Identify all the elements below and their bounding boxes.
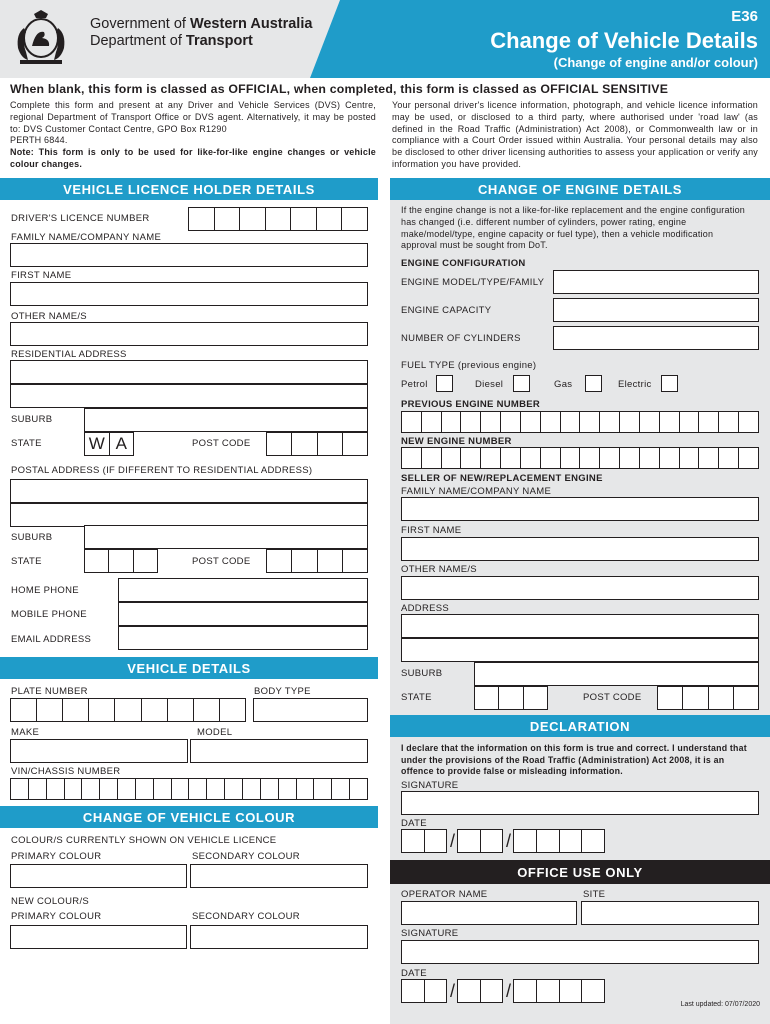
- new-colour-label: NEW COLOUR/S: [11, 896, 90, 907]
- site-input[interactable]: [581, 901, 759, 925]
- seller-postcode-input[interactable]: [657, 686, 759, 710]
- seller-address-label: ADDRESS: [401, 603, 450, 614]
- engine-model-label: ENGINE MODEL/TYPE/FAMILY: [401, 277, 545, 288]
- suburb-label: SUBURB: [11, 414, 53, 425]
- intro-postcode: PERTH 6844.: [10, 135, 68, 146]
- family-name-input[interactable]: [10, 243, 368, 267]
- declaration-heading: DECLARATION: [390, 715, 770, 737]
- fuel-diesel-label: Diesel: [475, 379, 504, 390]
- model-label: MODEL: [197, 727, 233, 738]
- declaration-date-month[interactable]: [457, 829, 503, 853]
- fuel-electric-checkbox[interactable]: [661, 375, 678, 392]
- wa-crest-icon: [10, 8, 72, 68]
- make-label: MAKE: [11, 727, 40, 738]
- holder-heading: VEHICLE LICENCE HOLDER DETAILS: [0, 178, 378, 200]
- new-secondary-colour-label: SECONDARY COLOUR: [192, 911, 300, 922]
- seller-address-input-1[interactable]: [401, 614, 759, 638]
- gov-line-2: Department of: [90, 33, 186, 49]
- colour-heading: CHANGE OF VEHICLE COLOUR: [0, 806, 378, 828]
- fuel-gas-label: Gas: [554, 379, 573, 390]
- gov-line-2-bold: Transport: [185, 33, 253, 49]
- postcode-label: POST CODE: [192, 438, 251, 449]
- postal-suburb-input[interactable]: [84, 525, 368, 549]
- residential-address-label: RESIDENTIAL ADDRESS: [11, 349, 127, 360]
- licence-number-label: DRIVER'S LICENCE NUMBER: [11, 213, 150, 224]
- secondary-colour-input[interactable]: [190, 864, 368, 888]
- home-phone-input[interactable]: [118, 578, 368, 602]
- seller-other-names-input[interactable]: [401, 576, 759, 600]
- office-date-label: DATE: [401, 968, 427, 979]
- first-name-input[interactable]: [10, 282, 368, 306]
- primary-colour-input[interactable]: [10, 864, 187, 888]
- engine-note: If the engine change is not a like-for-like replacement and the engine configuration has changed (i.e. different number of cylinders, power rating, engine make/model/type, engine capacity or fuel type), then a vehicle modification approval must be sought from DoT.: [401, 205, 746, 251]
- vehicle-heading: VEHICLE DETAILS: [0, 657, 378, 679]
- email-input[interactable]: [118, 626, 368, 650]
- other-names-label: OTHER NAME/S: [11, 311, 87, 322]
- fuel-diesel-checkbox[interactable]: [513, 375, 530, 392]
- engine-model-input[interactable]: [553, 270, 759, 294]
- plate-number-input[interactable]: [10, 698, 246, 722]
- office-date-year[interactable]: [513, 979, 605, 1003]
- seller-first-name-input[interactable]: [401, 537, 759, 561]
- licence-number-input[interactable]: [188, 207, 368, 231]
- office-date-month[interactable]: [457, 979, 503, 1003]
- postal-state-input[interactable]: [84, 549, 158, 573]
- seller-address-input-2[interactable]: [401, 638, 759, 662]
- other-names-input[interactable]: [10, 322, 368, 346]
- body-type-input[interactable]: [253, 698, 368, 722]
- seller-other-names-label: OTHER NAME/S: [401, 564, 477, 575]
- office-heading: OFFICE USE ONLY: [390, 860, 770, 884]
- declaration-signature-input[interactable]: [401, 791, 759, 815]
- mobile-phone-label: MOBILE PHONE: [11, 609, 87, 620]
- seller-state-label: STATE: [401, 692, 432, 703]
- primary-colour-label: PRIMARY COLOUR: [11, 851, 102, 862]
- new-engine-number-input[interactable]: [401, 447, 759, 469]
- state-label: STATE: [11, 438, 42, 449]
- intro-left: [10, 100, 376, 171]
- office-date-separator-1: /: [450, 981, 456, 1001]
- current-colour-label: COLOUR/S CURRENTLY SHOWN ON VEHICLE LICENCE: [11, 835, 277, 846]
- declaration-text: I declare that the information on this form is true and correct. I understand that under the provisions of the Road Traffic (Administration) Act 2008, it is an offence to provide false or misleading information.: [401, 743, 747, 776]
- new-engine-number-label: NEW ENGINE NUMBER: [401, 436, 512, 447]
- form-code: E36: [731, 8, 758, 25]
- seller-state-input[interactable]: [474, 686, 548, 710]
- seller-suburb-label: SUBURB: [401, 668, 443, 679]
- fuel-type-label: FUEL TYPE (previous engine): [401, 360, 537, 371]
- secondary-colour-label: SECONDARY COLOUR: [192, 851, 300, 862]
- email-label: EMAIL ADDRESS: [11, 634, 92, 645]
- seller-label: SELLER OF NEW/REPLACEMENT ENGINE: [401, 473, 603, 484]
- fuel-gas-checkbox[interactable]: [585, 375, 602, 392]
- previous-engine-number-label: PREVIOUS ENGINE NUMBER: [401, 399, 541, 410]
- plate-number-label: PLATE NUMBER: [11, 686, 88, 697]
- postcode-input[interactable]: [266, 432, 368, 456]
- office-signature-input[interactable]: [401, 940, 759, 964]
- engine-heading: CHANGE OF ENGINE DETAILS: [390, 178, 770, 200]
- operator-name-label: OPERATOR NAME: [401, 889, 488, 900]
- engine-capacity-input[interactable]: [553, 298, 759, 322]
- cylinders-input[interactable]: [553, 326, 759, 350]
- home-phone-label: HOME PHONE: [11, 585, 79, 596]
- declaration-date-year[interactable]: [513, 829, 605, 853]
- make-input[interactable]: [10, 739, 188, 763]
- state-char-1: W: [85, 433, 110, 455]
- first-name-label: FIRST NAME: [11, 270, 72, 281]
- seller-family-name-label: FAMILY NAME/COMPANY NAME: [401, 486, 552, 497]
- postal-postcode-label: POST CODE: [192, 556, 251, 567]
- family-name-label: FAMILY NAME/COMPANY NAME: [11, 232, 162, 243]
- new-secondary-colour-input[interactable]: [190, 925, 368, 949]
- postal-suburb-label: SUBURB: [11, 532, 53, 543]
- intro-left-text: Complete this form and present at any Driver and Vehicle Services (DVS) Centre, regional Department of Transport Office or DVS agent. Alternatively, it may be posted to: DVS Customer Contact Centre, GPO Box R1290: [10, 100, 376, 134]
- date-separator-1: /: [450, 831, 456, 851]
- postal-postcode-input[interactable]: [266, 549, 368, 573]
- page-subtitle: (Change of engine and/or colour): [553, 55, 758, 70]
- seller-suburb-input[interactable]: [474, 662, 759, 686]
- state-char-2: A: [115, 434, 127, 453]
- engine-config-label: ENGINE CONFIGURATION: [401, 258, 526, 269]
- last-updated: Last updated: 07/07/2020: [680, 1001, 760, 1008]
- postal-address-input-2[interactable]: [10, 503, 368, 527]
- residential-address-input-2[interactable]: [10, 384, 368, 408]
- declaration-date-day[interactable]: [401, 829, 447, 853]
- vin-input[interactable]: [10, 778, 368, 800]
- state-input[interactable]: [84, 432, 134, 456]
- fuel-petrol-checkbox[interactable]: [436, 375, 453, 392]
- new-primary-colour-label: PRIMARY COLOUR: [11, 911, 102, 922]
- seller-first-name-label: FIRST NAME: [401, 525, 462, 536]
- fuel-electric-label: Electric: [618, 379, 652, 390]
- site-label: SITE: [583, 889, 606, 900]
- classification-notice: When blank, this form is classed as OFFICIAL, when completed, this form is classed as OFFICIAL SENSITIVE: [10, 82, 669, 96]
- office-signature-label: SIGNATURE: [401, 928, 459, 939]
- gov-line-1-bold: Western Australia: [189, 16, 313, 32]
- operator-name-input[interactable]: [401, 901, 577, 925]
- residential-address-input-1[interactable]: [10, 360, 368, 384]
- seller-family-name-input[interactable]: [401, 497, 759, 521]
- fuel-petrol-label: Petrol: [401, 379, 428, 390]
- mobile-phone-input[interactable]: [118, 602, 368, 626]
- vin-label: VIN/CHASSIS NUMBER: [11, 766, 121, 777]
- seller-postcode-label: POST CODE: [583, 692, 642, 703]
- declaration-signature-label: SIGNATURE: [401, 780, 459, 791]
- page-title: Change of Vehicle Details: [490, 28, 758, 53]
- office-date-separator-2: /: [506, 981, 512, 1001]
- previous-engine-number-input[interactable]: [401, 411, 759, 433]
- date-separator-2: /: [506, 831, 512, 851]
- suburb-input[interactable]: [84, 408, 368, 432]
- gov-line-1: Government of: [90, 16, 190, 32]
- model-input[interactable]: [190, 739, 368, 763]
- postal-address-label: POSTAL ADDRESS (IF DIFFERENT TO RESIDENTIAL ADDRESS): [11, 465, 313, 476]
- new-primary-colour-input[interactable]: [10, 925, 187, 949]
- cylinders-label: NUMBER OF CYLINDERS: [401, 333, 521, 344]
- body-type-label: BODY TYPE: [254, 686, 311, 697]
- intro-privacy: Your personal driver's licence information, photograph, and vehicle licence information may be used, or disclosed to a third party, where authorised under 'road law' (as defined in the Road Traffic (Administration) Act 2008), or Commonwealth law or in compliance with a Court Order issued within Australia. Your personal details may also be disclosed to other driver licensing authorities to assess your application or verify any information you have provided.: [392, 100, 758, 169]
- engine-capacity-label: ENGINE CAPACITY: [401, 305, 492, 316]
- department-name: [90, 16, 312, 50]
- postal-address-input-1[interactable]: [10, 479, 368, 503]
- postal-state-label: STATE: [11, 556, 42, 567]
- intro-note: Note: This form is only to be used for like-for-like engine changes or vehicle colour changes.: [10, 147, 376, 169]
- declaration-date-label: DATE: [401, 818, 427, 829]
- office-date-day[interactable]: [401, 979, 447, 1003]
